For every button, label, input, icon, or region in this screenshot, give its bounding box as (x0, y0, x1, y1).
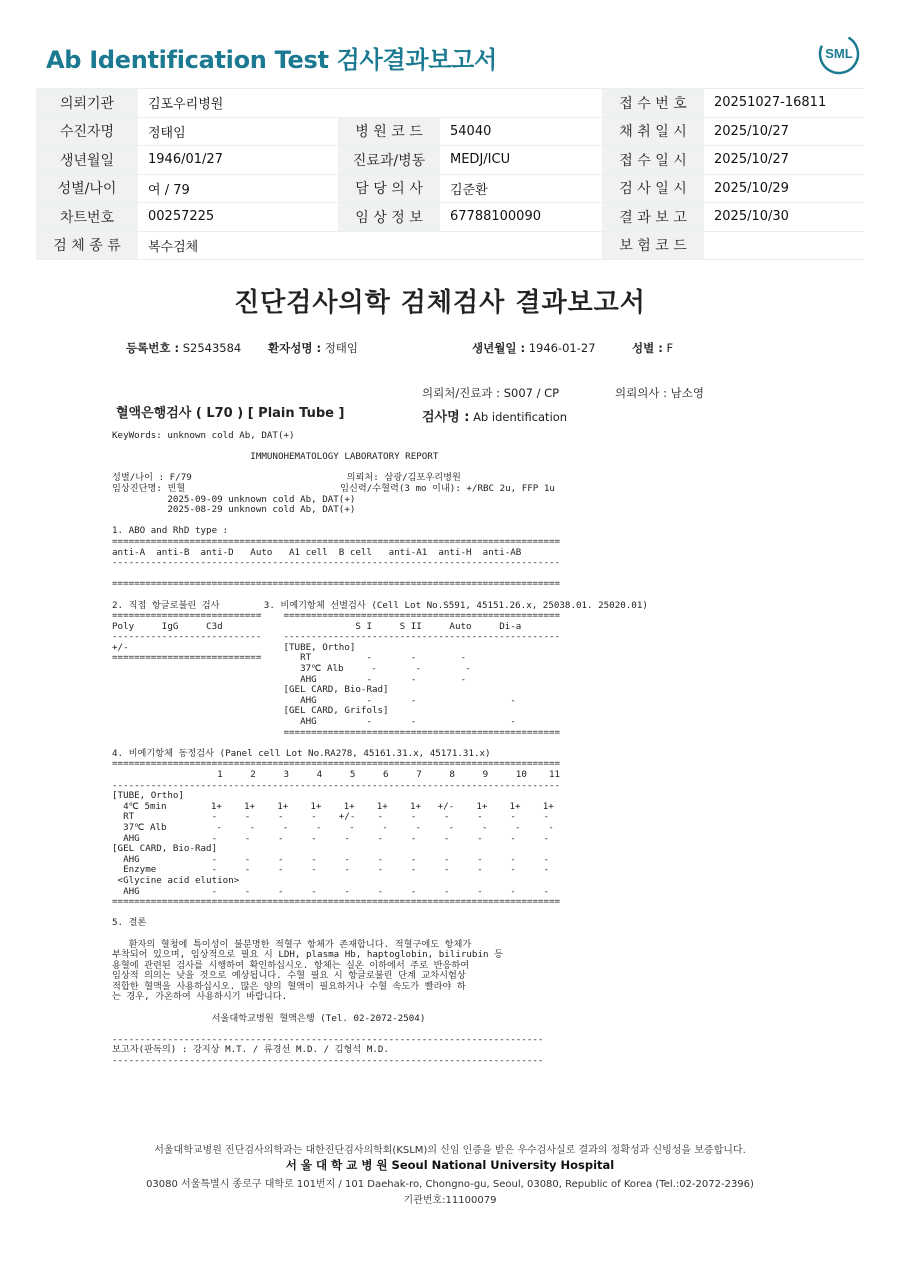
report-line: AHG - - - (112, 694, 516, 706)
info-label: 성별/나이 (36, 174, 138, 203)
report-line: 1. ABO and RhD type : (112, 525, 229, 537)
sml-logo (818, 33, 860, 75)
report-line: Enzyme - - - - - - - - - - - (112, 864, 549, 876)
report-line: anti-A anti-B anti-D Auto A1 cell B cell anti-A1 anti-H anti-AB (112, 546, 522, 558)
report-line: 보고자(판독의) : 강지상 M.T. / 류경선 M.D. / 김형석 M.D. (112, 1044, 389, 1056)
report-line: ================================================================================= (112, 535, 561, 547)
info-label: 보 험 코 드 (602, 231, 704, 260)
footer-certification: 서울대학교병원 진단검사의학과는 대한진단검사의학회(KSLM)의 신임 인증을 받은 우수검사실로 결과의 정확성과 신빙성을 보증합니다. (154, 1145, 746, 1156)
registration-number: 등록번호 : S2543584 (126, 341, 242, 355)
test-group: 혈액은행검사 ( L70 ) [ Plain Tube ] (116, 406, 345, 421)
referring-doctor: 의뢰의사 : 남소영 (615, 386, 704, 400)
report-line: 2025-09-09 unknown cold Ab, DAT(+) (112, 493, 356, 505)
info-label: 진료과/병동 (338, 146, 440, 175)
info-label: 채 취 일 시 (602, 117, 704, 146)
report-line: 성별/나이 : F/79 의뢰처: 삼광/김포우리병원 (112, 472, 461, 484)
info-label: 담 당 의 사 (338, 174, 440, 203)
info-value: 여 / 79 (138, 174, 338, 203)
report-line: AHG - - - - - - - - - - - (112, 832, 549, 844)
report-line: 4. 비예기항체 동정검사 (Panel cell Lot No.RA278, 45161.31.x, 45171.31.x) (112, 747, 491, 759)
info-value: 김포우리병원 (138, 89, 338, 118)
info-value: 67788100090 (440, 203, 602, 232)
report-line: 5. 결론 (112, 917, 147, 929)
report-line: ================================================================================= (112, 578, 561, 590)
info-value: 20251027-16811 (704, 89, 864, 118)
report-title: 진단검사의학 검체검사 결과보고서 (234, 288, 646, 318)
info-row (36, 117, 864, 146)
info-row (36, 89, 864, 118)
info-label: 접 수 일 시 (602, 146, 704, 175)
report-line: IMMUNOHEMATOLOGY LABORATORY REPORT (112, 451, 439, 463)
info-value (704, 231, 864, 260)
test-name: 검사명 : Ab identification (422, 410, 568, 425)
info-label: 임 상 정 보 (338, 203, 440, 232)
info-label: 수진자명 (36, 117, 138, 146)
report-line: 2025-08-29 unknown cold Ab, DAT(+) (112, 504, 356, 516)
report-line: =========================== RT - - - (112, 652, 467, 664)
referring-dept: 의뢰처/진료과 : S007 / CP (422, 386, 560, 400)
footer-hospital-name: 서 울 대 학 교 병 원 Seoul National University Hospital (285, 1158, 615, 1172)
info-value (440, 89, 602, 118)
info-label: 검 체 종 류 (36, 231, 138, 260)
report-line: 임상적 의의는 낮을 것으로 예상됩니다. 수혈 필요 시 항글로불린 단계 교차시험상 (112, 970, 466, 982)
report-line: 임상진단명: 빈혈 임신력/수혈력(3 mo 이내): +/RBC 2u, FFP 1u (112, 482, 555, 494)
info-label (338, 231, 440, 260)
report-line: 2. 직접 항글로불린 검사 3. 비예기항체 선별검사 (Cell Lot No.S591, 45151.26.x, 25038.01. 25020.01) (112, 599, 648, 611)
report-line: AHG - - - - - - - - - - - (112, 853, 549, 865)
report-line: 37℃ Alb - - - (112, 663, 471, 675)
info-label: 검 사 일 시 (602, 174, 704, 203)
report-line: 부착되어 있으며, 임상적으로 필요 시 LDH, plasma Hb, haptoglobin, bilirubin 등 (112, 949, 503, 961)
report-line: [GEL CARD, Bio-Rad] (112, 843, 218, 855)
report-line: 1 2 3 4 5 6 7 8 9 10 11 (112, 769, 561, 780)
info-label (338, 89, 440, 118)
report-line (112, 590, 648, 601)
report-line: --------------------------------------------------------------------------------- (112, 779, 561, 791)
footer-institution-number: 기관번호:11100079 (403, 1195, 497, 1206)
info-value: 1946/01/27 (138, 146, 338, 175)
info-label: 접 수 번 호 (602, 89, 704, 118)
info-value (440, 231, 602, 260)
patient-info-table (36, 88, 864, 260)
info-row (36, 203, 864, 232)
birth-date: 생년월일 : 1946-01-27 (472, 341, 596, 355)
info-value: 정태임 (138, 117, 338, 146)
info-label: 결 과 보 고 (602, 203, 704, 232)
info-label: 병 원 코 드 (338, 117, 440, 146)
info-label: 의뢰기관 (36, 89, 138, 118)
patient-name: 환자성명 : 정태임 (268, 341, 359, 355)
info-value: MEDJ/ICU (440, 146, 602, 175)
report-line (112, 929, 648, 940)
info-row (36, 174, 864, 203)
document-title: Ab Identification Test 검사결과보고서 (46, 46, 497, 74)
info-value: 2025/10/30 (704, 203, 864, 232)
report-line: --------------------------------------------------------------------------------- (112, 557, 561, 569)
sex: 성별 : F (632, 341, 674, 355)
report-line: +/- [TUBE, Ortho] (112, 641, 356, 653)
report-line: ================================================== (112, 726, 561, 738)
report-line: AHG - - - (112, 673, 467, 685)
svg-text:SML: SML (825, 46, 853, 61)
info-label: 차트번호 (36, 203, 138, 232)
report-line: =========================== ================================================== (112, 610, 561, 622)
info-label: 생년월일 (36, 146, 138, 175)
info-value: 2025/10/27 (704, 117, 864, 146)
report-line: --------------------------- -------------------------------------------------- (112, 631, 561, 643)
report-line: 는 경우, 가온하여 사용하시기 바랍니다. (112, 991, 288, 1003)
report-line: 서울대학교병원 혈액은행 (Tel. 02-2072-2504) (112, 1012, 426, 1024)
info-value: 00257225 (138, 203, 338, 232)
report-line: RT - - - - +/- - - - - - - (112, 811, 549, 823)
info-value: 김준환 (440, 174, 602, 203)
report-line: 용혈에 관련된 검사를 시행하여 확인하십시오. 항체는 실온 이하에서 주로 반응하여 (112, 959, 470, 971)
report-line: 적합한 혈액을 사용하십시오. 많은 양의 혈액이 필요하거나 수혈 속도가 빨라야 하 (112, 980, 466, 992)
info-row (36, 231, 864, 260)
report-line: ================================================================================= (112, 896, 561, 908)
info-value: 54040 (440, 117, 602, 146)
report-line: ================================================================================= (112, 758, 561, 770)
report-line: ------------------------------------------------------------------------------ (112, 1033, 544, 1045)
info-row (36, 146, 864, 175)
report-line: KeyWords: unknown cold Ab, DAT(+) (112, 430, 295, 441)
report-line: [TUBE, Ortho] (112, 790, 184, 802)
report-line: [GEL CARD, Bio-Rad] (112, 684, 389, 696)
report-line: AHG - - - - - - - - - - - (112, 885, 549, 897)
report-line: Poly IgG C3d S I S II Auto Di-a (112, 620, 522, 632)
report-line: 37℃ Alb - - - - - - - - - - - (112, 821, 554, 833)
report-line: [GEL CARD, Grifols] (112, 705, 389, 717)
report-line: 환자의 혈청에 특이성이 불분명한 적혈구 항체가 존재합니다. 적혈구에도 항체가 (112, 938, 472, 950)
report-body (112, 431, 648, 1067)
report-line: 4℃ 5min 1+ 1+ 1+ 1+ 1+ 1+ 1+ +/- 1+ 1+ 1+ (112, 800, 554, 812)
info-value: 2025/10/29 (704, 174, 864, 203)
footer-address: 03080 서울특별시 종로구 대학로 101번지 / 101 Daehak-ro, Chongno-gu, Seoul, 03080, Republic of Korea (Tel.:02-2072-2396) (146, 1179, 754, 1190)
report-line: ------------------------------------------------------------------------------ (112, 1055, 544, 1067)
report-line (112, 908, 648, 919)
report-line: AHG - - - (112, 716, 516, 728)
report-line: <Glycine acid elution> (112, 874, 240, 886)
info-value: 2025/10/27 (704, 146, 864, 175)
info-value: 복수검체 (138, 231, 338, 260)
